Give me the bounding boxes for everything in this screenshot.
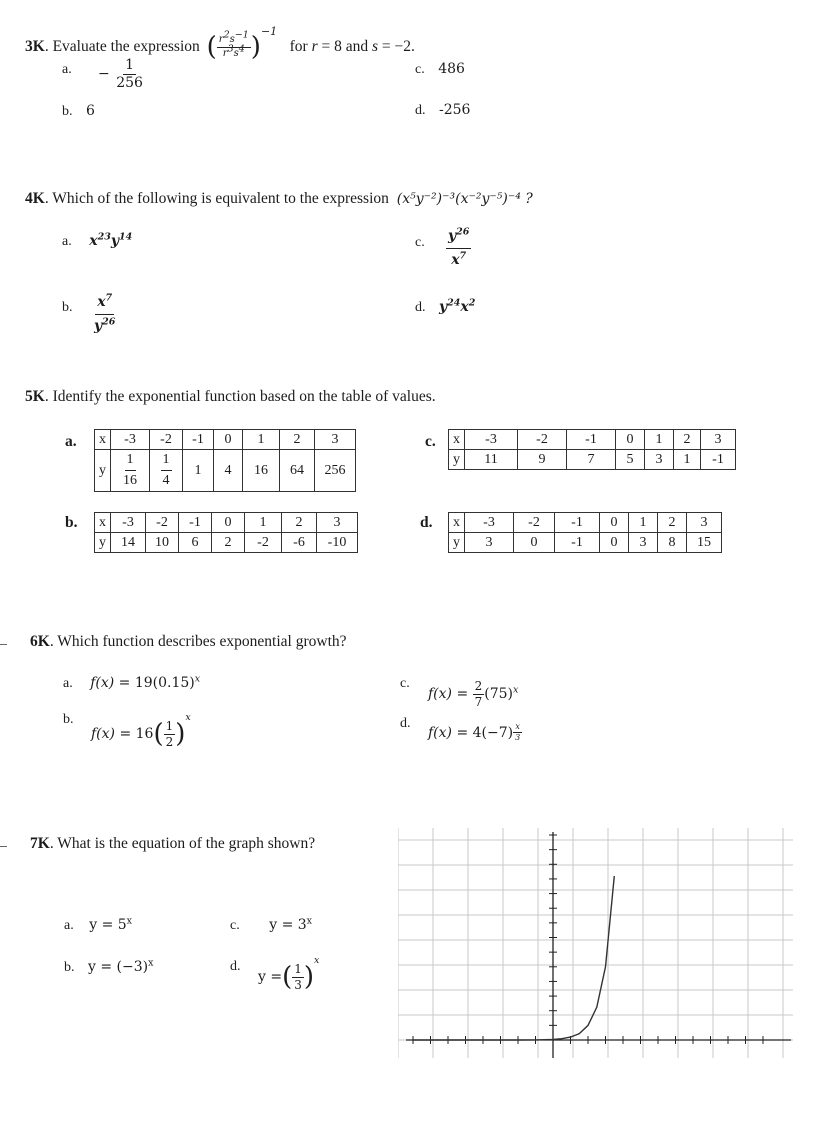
q4-option-c[interactable]: c. xyxy=(415,235,425,250)
q3-option-a-value: − $\frac{1}{256}$ xyxy=(98,57,143,91)
graph-grid xyxy=(398,828,793,1058)
question-text: . Identify the exponential function based on the table of values. xyxy=(44,388,436,405)
exponential-graph xyxy=(398,828,793,1058)
question-number: 7K xyxy=(30,835,50,852)
q5-option-d-label[interactable]: d. xyxy=(420,514,433,531)
q6-option-c-value: f(x) = $\frac{2}{7}$ $(75)^x$ xyxy=(428,679,519,709)
q6-option-b[interactable]: b. xyxy=(63,712,74,727)
q7-option-d-value: y =( $\frac{1}{3}$ )$^x$ xyxy=(258,955,320,992)
question-text: . Which function describes exponential growth? xyxy=(49,633,347,650)
q5-option-a-label[interactable]: a. xyxy=(65,433,77,450)
q4-option-b[interactable]: b. xyxy=(62,300,73,315)
margin-mark xyxy=(0,644,7,645)
q7-option-b[interactable]: b. $y = (-3)^x$ xyxy=(64,957,154,975)
q5-table-b: x -3 -2 -1 0 1 2 3 y 14 10 6 2 -2 -6 -10 xyxy=(94,512,358,553)
q6-option-b-value: f(x) = 16( $\frac{1}{2}$ )$^x$ xyxy=(91,712,191,749)
question-text: . What is the equation of the graph shown? xyxy=(49,835,316,852)
question-number: 5K xyxy=(25,388,45,405)
margin-mark xyxy=(0,846,7,847)
q7-option-a[interactable]: a. $y = 5^x$ xyxy=(64,915,133,933)
question-number: 4K xyxy=(25,190,45,207)
question-text: . Which of the following is equivalent to the expression xyxy=(44,190,389,207)
q6-option-d-value: f(x) = 4(−7) $\frac{x}{3}$ xyxy=(428,722,521,743)
q4-option-b-value: $\frac{x^7}{y^{26}}$ xyxy=(94,292,116,334)
question-6k-prompt xyxy=(30,633,347,651)
question-text: . Evaluate the expression xyxy=(44,38,200,55)
q4-option-c-value: $\frac{y^{26}}{x^7}$ xyxy=(448,226,470,268)
q7-option-d[interactable]: d. xyxy=(230,959,241,974)
q5-option-b-label[interactable]: b. xyxy=(65,514,78,531)
q3-option-b[interactable]: b. 6 xyxy=(62,103,95,119)
question-number: 6K xyxy=(30,633,50,650)
question-number: 3K xyxy=(25,38,45,55)
question-3k-prompt: 3K. Evaluate the expression ( $\frac{r^2s^{-1}}{r^3s^4}$ )$^{-1}$ for r = 8 and s = −2. xyxy=(25,25,415,62)
q5-table-d: x -3 -2 -1 0 1 2 3 y 3 0 -1 0 3 8 15 xyxy=(448,512,722,553)
q4-option-d[interactable]: d. $y^{24}x^2$ xyxy=(415,297,476,315)
q5-table-a: x -3 -2 -1 0 1 2 3 y $\frac{1}{16}$ $\frac{1}{4}$ 1 4 16 64 256 xyxy=(94,429,356,492)
q5-table-c: x -3 -2 -1 0 1 2 3 y 11 9 7 5 3 1 -1 xyxy=(448,429,736,470)
q3-option-d[interactable]: d. -256 xyxy=(415,102,471,118)
q5-option-c-label[interactable]: c. xyxy=(425,433,436,450)
question-5k-prompt xyxy=(25,388,436,406)
graph-axes xyxy=(406,832,791,1058)
q3-for-text: for xyxy=(289,38,308,55)
question-4k-prompt xyxy=(25,190,533,208)
q4-option-a[interactable]: a. $x^{23}y^{14}$ xyxy=(62,231,133,249)
q6-option-a[interactable]: a. $f(x) = 19(0.15)^x$ xyxy=(63,673,201,691)
q3-option-c[interactable]: c. 486 xyxy=(415,61,465,77)
q6-option-c[interactable]: c. xyxy=(400,676,410,691)
q6-option-d[interactable]: d. xyxy=(400,716,411,731)
q7-option-c[interactable]: c. $y = 3^x$ xyxy=(230,915,313,933)
question-7k-prompt xyxy=(30,835,315,853)
q4-expression: (x⁵y⁻²)⁻³(x⁻²y⁻⁵)⁻⁴ ? xyxy=(396,191,533,207)
q3-expression: ( $\frac{r^2s^{-1}}{r^3s^4}$ )$^{-1}$ xyxy=(206,25,278,62)
q3-option-a[interactable]: a. xyxy=(62,62,72,77)
